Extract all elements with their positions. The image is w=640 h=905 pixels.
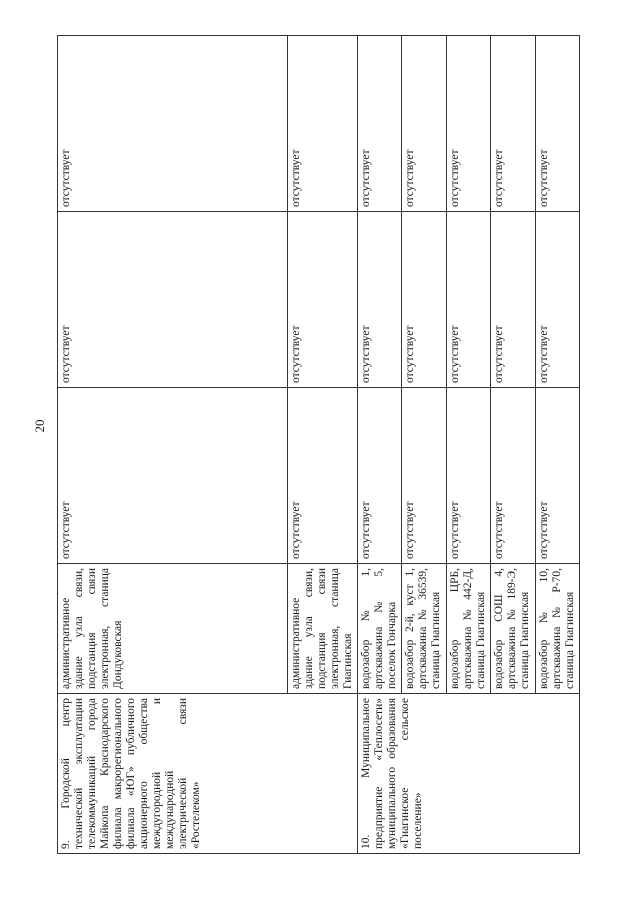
- value-cell: отсутствует: [402, 388, 447, 564]
- value-cell: отсутствует: [491, 36, 536, 212]
- value-cell: отсутствует: [447, 212, 491, 388]
- rotated-table-frame: [57, 36, 576, 854]
- value-cell: отсутствует: [491, 212, 536, 388]
- value-cell: отсутствует: [58, 212, 288, 388]
- object-cell: водозабор № 1, артскважина № 5, поселок Гончарка: [358, 564, 402, 694]
- value-cell: отсутствует: [402, 36, 447, 212]
- value-cell: отсутствует: [536, 212, 580, 388]
- value-cell: отсутствует: [358, 36, 402, 212]
- value-cell: отсутствует: [288, 36, 358, 212]
- value-cell: отсутствует: [288, 212, 358, 388]
- value-cell: отсутствует: [358, 212, 402, 388]
- organization-cell: 10. Муниципальное предприятие «Теплосети» муниципального образования «Гиагинское сельское поселение»: [358, 694, 580, 854]
- value-cell: отсутствует: [58, 388, 288, 564]
- value-cell: отсутствует: [447, 36, 491, 212]
- object-cell: водозабор СОШ 4, артскважина № 189-Э, станица Гиагинская: [491, 564, 536, 694]
- value-cell: отсутствует: [288, 388, 358, 564]
- object-cell: водозабор ЦРБ, артскважина № 442-Д, станица Гиагинская: [447, 564, 491, 694]
- value-cell: отсутствует: [447, 388, 491, 564]
- object-cell: водозабор № 10, артскважина № Р-70, станица Гиагинская: [536, 564, 580, 694]
- table-row: [58, 36, 288, 854]
- object-cell: административное здание узла связи, подстанция связи электронная, станица Гиагинская: [288, 564, 358, 694]
- value-cell: отсутствует: [536, 36, 580, 212]
- rotated-table-container: [57, 36, 576, 854]
- value-cell: отсутствует: [358, 388, 402, 564]
- table-row: [358, 36, 402, 854]
- document-table: [57, 35, 580, 854]
- value-cell: отсутствует: [491, 388, 536, 564]
- value-cell: отсутствует: [536, 388, 580, 564]
- object-cell: административное здание узла связи, подстанция связи электронная, станица Дондуковская: [58, 564, 288, 694]
- value-cell: отсутствует: [58, 36, 288, 212]
- object-cell: водозабор 2-й, куст 1, артскважина № 36539, станица Гиагинская: [402, 564, 447, 694]
- value-cell: отсутствует: [402, 212, 447, 388]
- page-number: 20: [32, 419, 47, 433]
- organization-cell: 9. Городской центр технической эксплуатации телекоммуникаций города Майкопа Краснодарского филиала макрорегионального филиала «ЮГ» публичного акционерного общества междугородной и международной электрической связи «Ростелеком»: [58, 694, 358, 854]
